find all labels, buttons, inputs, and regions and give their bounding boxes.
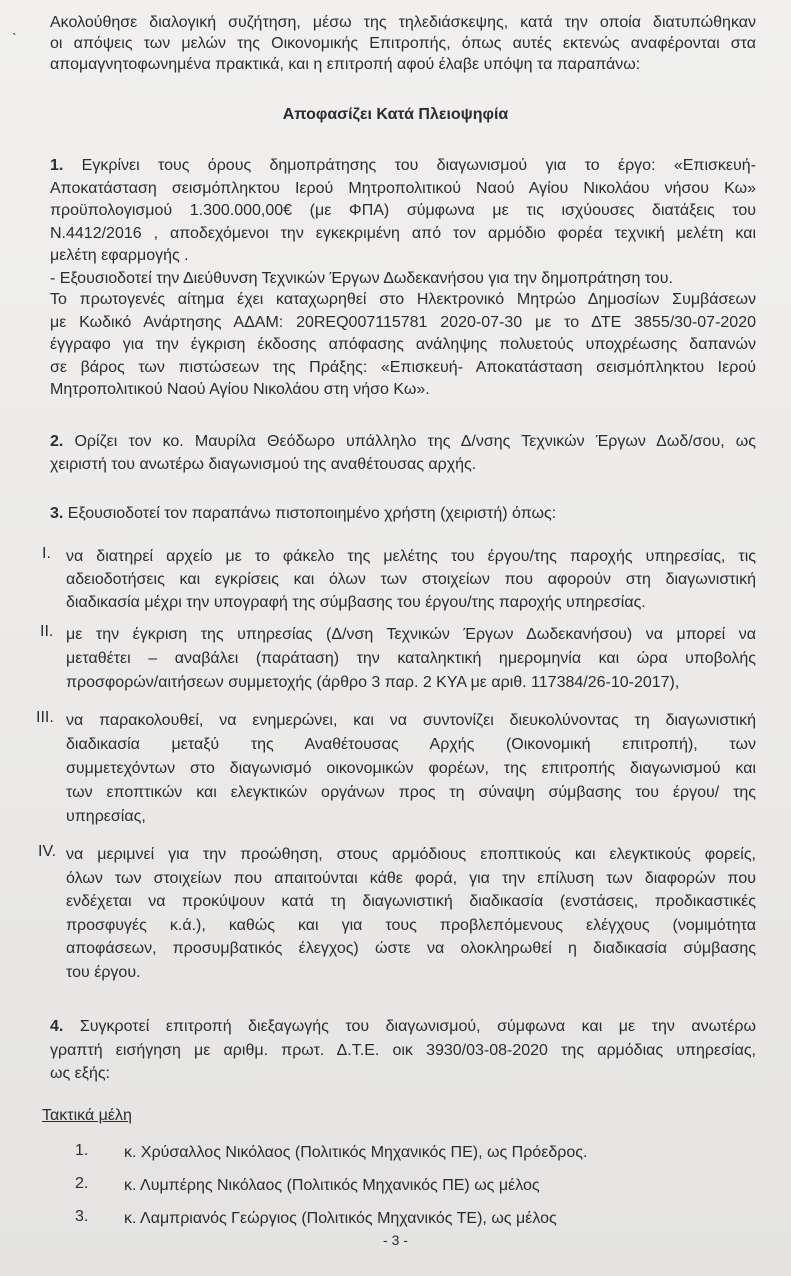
sub-item-line: του έργου. [66,963,141,981]
item-1-line: Ν.4412/2016 , αποδεχόμενοι την εγκεκριμένη από τον αρμόδιο φορέα τεχνική μελέτη και [50,224,756,242]
sub-item-i [66,545,756,614]
request-line: Το πρωτογενές αίτημα έχει καταχωρηθεί στο Ηλεκτρονικό Μητρώο Δημοσίων Συμβάσεων [50,291,756,308]
sub-item-line: των εποπτικών και ελεγκτικών οργάνων προς τη σύναψη σύμβασης του έργου/ της [66,784,756,801]
item-2-text: Ορίζει τον κο. Μαυρίλα Θεόδωρο υπάλληλο της Δ/νσης Τεχνικών Έργων Δωδ/σου, ως [74,433,756,450]
item-3-text: Εξουσιοδοτεί τον παραπάνω πιστοποιημένο χρήστη (χειριστή) όπως: [67,505,557,522]
sub-item-number: IV. [38,843,57,860]
request-line: σε βάρος των πιστώσεων της Πράξης: «Επισκευή- Αποκατάσταση σεισμόπληκτου Ιερού [50,358,756,376]
item-2-line: χειριστή του ανωτέρω διαγωνισμού της αναθέτουσας αρχής. [50,456,477,473]
intro-paragraph [50,12,756,75]
item-3 [50,503,756,525]
request-line: με Κωδικό Ανάρτησης ΑΔΑΜ: 20REQ007115781 2020-07-30 με το ΔΤΕ 3855/30-07-2020 [50,313,756,331]
corner-mark: ˋ [12,30,17,46]
member-number: 2. [75,1175,89,1192]
sub-item-line: συμμετεχόντων στο διαγωνισμό οικονομικών φορέων, της επιτροπής διαγωνισμού και [66,760,756,777]
item-3-number: 3. [50,505,64,522]
sub-item-line: μεταθέτει – αναβάλει (παράταση) την καταληκτική ημερομηνία και ώρα υποβολής [66,650,756,667]
item-1 [50,155,756,290]
sub-item-number: II. [40,623,54,640]
item-4-line: ως εξής: [50,1065,110,1082]
item-4-number: 4. [50,1018,64,1035]
sub-item-line: υπηρεσίας, [66,808,146,825]
sub-item-line: να παρακολουθεί, να ενημερώνει, και να συντονίζει διευκολύνοντας τη διαγωνιστική [66,712,756,729]
member-number: 1. [75,1142,89,1159]
decision-title: Αποφασίζει Κατά Πλειοψηφία [282,106,509,123]
request-line: Μητροπολιτικού Ναού Αγίου Νικολάου στη νήσο Κω». [50,381,430,398]
member-number: 3. [75,1208,89,1225]
request-paragraph [50,289,756,402]
item-3-line [50,503,756,525]
item-2 [50,430,756,476]
sub-item-line: προσφορών/αιτήσεων συμμετοχής (άρθρο 3 παρ. 2 ΚΥΑ με αριθ. 117384/26-10-2017), [66,674,680,691]
sub-item-line: με την έγκριση της υπηρεσίας (Δ/νση Τεχνικών Έργων Δωδεκανήσου) να μπορεί να [66,626,756,643]
members-heading: Τακτικά μέλη [42,1107,132,1124]
sub-item-line: διαδικασία μεταξύ της Αναθέτουσας Αρχής (Οικονομική επιτροπή), των [66,736,756,753]
item-2-number: 2. [50,433,64,450]
item-1-line: - Εξουσιοδοτεί την Διεύθυνση Τεχνικών Έργων Δωδεκανήσου για την δημοπράτηση του. [50,269,673,287]
sub-item-number: I. [42,545,51,562]
page-number: - 3 - [383,1232,408,1248]
sub-item-line: όλων των στοιχείων που απαιτούνται κάθε φορά, για την επίλυση των διαφορών που [66,869,756,887]
item-1-line: προϋπολογισμού 1.300.000,00€ (με ΦΠΑ) σύμφωνα με τις ισχύουσες διατάξεις του [50,202,756,219]
intro-line: οι απόψεις των μελών της Οικονομικής Επιτροπής, όπως αυτές εκτενώς αναφέρονται στα [50,35,756,52]
item-1-line: μελέτη εφαρμογής . [50,247,189,264]
sub-item-line: αποφάσεων, προσυμβατικός έλεγχος) ώστε να ολοκληρωθεί η διαδικασία σύμβασης [66,940,756,957]
member-text: κ. Λαμπριανός Γεώργιος (Πολιτικός Μηχανικός ΤΕ), ως μέλος [124,1210,557,1227]
sub-item-line: προσφυγές κ.ά.), καθώς και για τους προβλεπόμενους ελέγχους (νομιμότητα [66,916,756,934]
item-4-line: γραπτή εισήγηση με αριθμ. πρωτ. Δ.Τ.Ε. οικ 3930/03-08-2020 της αρμόδιας υπηρεσίας, [50,1041,756,1059]
item-1-line: Αποκατάσταση σεισμόπληκτου Ιερού Μητροπολιτικού Ναού Αγίου Νικολάου νήσου Κω» [50,179,756,197]
sub-item-line: ενδέχεται να προκύψουν κατά τη διαγωνιστική διαδικασία (ενστάσεις, προδικαστικές [66,893,756,910]
sub-item-number: III. [36,709,54,726]
item-4 [50,1015,756,1086]
sub-item-line: να μεριμνεί για την προώθηση, στους αρμόδιους εποπτικούς και ελεγκτικούς φορείς, [66,846,756,863]
intro-line: Ακολούθησε διαλογική συζήτηση, μέσω της τηλεδιάσκεψης, κατά την οποία διατυπώθηκαν [50,14,756,31]
request-line: έγγραφο για την έγκριση έκδοσης απόφασης ανάληψης πολυετούς υποχρέωσης δαπανών [50,336,756,353]
sub-item-iv [66,843,756,984]
item-2-line [50,430,756,453]
item-1-number: 1. [50,157,64,174]
member-text: κ. Λυμπέρης Νικόλαος (Πολιτικός Μηχανικός ΠΕ) ως μέλος [124,1177,540,1194]
sub-item-ii [66,623,756,695]
member-text: κ. Χρύσαλλος Νικόλαος (Πολιτικός Μηχανικός ΠΕ), ως Πρόεδρος. [124,1144,588,1161]
item-4-line [50,1015,756,1039]
item-1-line [50,155,756,178]
intro-line: απομαγνητοφωνημένα πρακτικά, και η επιτροπή αφού έλαβε υπόψη τα παραπάνω: [50,56,641,73]
sub-item-line: αδειοδοτήσεις και εγκρίσεις και όλων των στοιχείων που αφορούν στη διαγωνιστική [66,571,756,588]
sub-item-line: να διατηρεί αρχείο με το φάκελο της μελέτης του έργου/της παροχής υπηρεσίας, τις [66,548,756,565]
sub-item-iii [66,709,756,829]
item-1-text: Εγκρίνει τους όρους δημοπράτησης του διαγωνισμού για το έργο: «Επισκευή- [81,157,756,174]
item-4-text: Συγκροτεί επιτροπή διεξαγωγής του διαγωνισμού, σύμφωνα και με την ανωτέρω [79,1018,756,1035]
sub-item-line: διαδικασία μέχρι την υπογραφή της σύμβασης του έργου/της παροχής υπηρεσίας. [66,594,646,611]
